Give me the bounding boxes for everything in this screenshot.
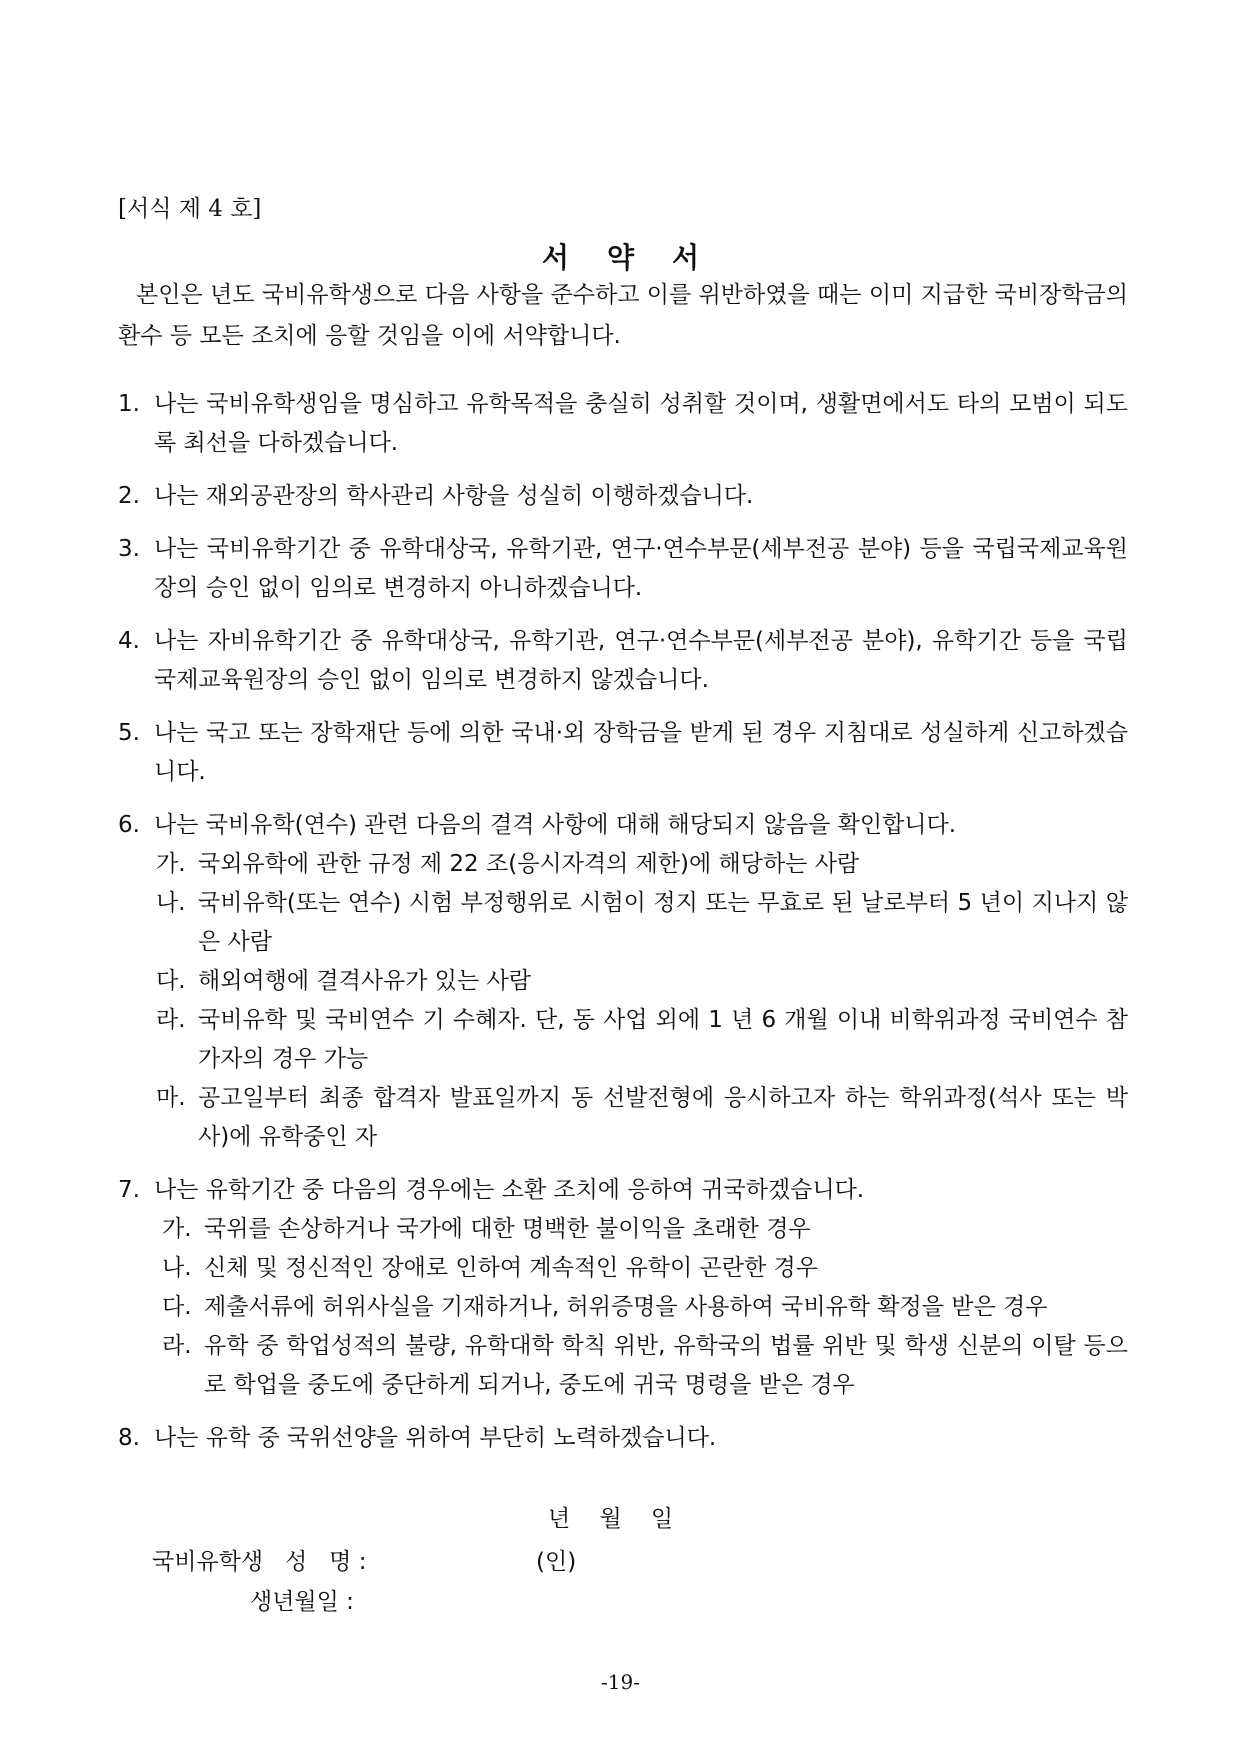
- sub-item-mark: 라.: [156, 1007, 186, 1033]
- item-6-sublist: [156, 845, 1128, 1157]
- sub-item-mark: 나.: [162, 1255, 192, 1281]
- sub-item-text: 해외여행에 결격사유가 있는 사람: [198, 968, 531, 994]
- sub-item: [156, 962, 1128, 1001]
- item-text: 나는 국비유학기간 중 유학대상국, 유학기관, 연구·연수부문(세부전공 분야) 등을 국립국제교육원장의 승인 없이 임의로 변경하지 아니하겠습니다.: [154, 536, 1128, 601]
- sub-item-mark: 라.: [162, 1333, 192, 1359]
- intro-paragraph: 본인은 년도 국비유학생으로 다음 사항을 준수하고 이를 위반하였을 때는 이미 지급한 국비장학금의 환수 등 모든 조치에 응할 것임을 이에 서약합니다.: [118, 282, 1128, 349]
- signature-birth-label: 생년월일 :: [250, 1589, 354, 1615]
- sub-item-text: 국비유학(또는 연수) 시험 부정행위로 시험이 정지 또는 무효로 된 날로부터 5 년이 지나지 않은 사람: [198, 890, 1128, 955]
- sub-item-mark: 가.: [156, 851, 186, 877]
- sub-item: [162, 1288, 1128, 1327]
- sub-item-mark: 다.: [156, 968, 186, 994]
- item-number: 5.: [118, 720, 140, 746]
- item-text: 나는 유학기간 중 다음의 경우에는 소환 조치에 응하여 귀국하겠습니다.: [154, 1177, 865, 1203]
- item-number: 4.: [118, 628, 140, 654]
- pledge-item-5: [118, 714, 1128, 792]
- sub-item-text: 신체 및 정신적인 장애로 인하여 계속적인 유학이 곤란한 경우: [204, 1255, 818, 1281]
- sub-item: [162, 1210, 1128, 1249]
- sub-item-mark: 나.: [156, 890, 186, 916]
- sub-item-text: 국비유학 및 국비연수 기 수혜자. 단, 동 사업 외에 1 년 6 개월 이내 비학위과정 국비연수 참가자의 경우 가능: [198, 1007, 1128, 1072]
- pledge-item-2: [118, 477, 1128, 516]
- sub-item-text: 국위를 손상하거나 국가에 대한 명백한 불이익을 초래한 경우: [204, 1216, 811, 1242]
- item-number: 2.: [118, 483, 140, 509]
- pledge-item-6: [118, 806, 1128, 845]
- item-7-sublist: [162, 1210, 1128, 1405]
- document-title: 서약서: [541, 241, 738, 274]
- sub-item: [162, 1327, 1128, 1405]
- item-text: 나는 자비유학기간 중 유학대상국, 유학기관, 연구·연수부문(세부전공 분야), 유학기간 등을 국립국제교육원장의 승인 없이 임의로 변경하지 않겠습니다.: [154, 628, 1128, 693]
- pledge-item-3: [118, 530, 1128, 608]
- form-number: [서식 제 4 호]: [118, 196, 262, 222]
- sub-item: [162, 1249, 1128, 1288]
- page-number: -19-: [601, 1670, 640, 1694]
- signature-seal: (인): [536, 1549, 577, 1575]
- signature-date: 년 월 일: [548, 1506, 674, 1532]
- sub-item: [156, 845, 1128, 884]
- pledge-item-7: [118, 1171, 1128, 1210]
- item-number: 8.: [118, 1425, 140, 1451]
- signature-name-label: 국비유학생 성 명 :: [152, 1549, 367, 1575]
- item-number: 7.: [118, 1177, 140, 1203]
- pledge-item-8: [118, 1419, 1128, 1458]
- item-text: 나는 국비유학(연수) 관련 다음의 결격 사항에 대해 해당되지 않음을 확인합니다.: [154, 812, 957, 838]
- item-text: 나는 유학 중 국위선양을 위하여 부단히 노력하겠습니다.: [154, 1425, 717, 1451]
- item-number: 6.: [118, 812, 140, 838]
- sub-item: [156, 1079, 1128, 1157]
- sub-item-text: 제출서류에 허위사실을 기재하거나, 허위증명을 사용하여 국비유학 확정을 받은 경우: [204, 1294, 1048, 1320]
- sub-item-text: 공고일부터 최종 합격자 발표일까지 동 선발전형에 응시하고자 하는 학위과정(석사 또는 박사)에 유학중인 자: [198, 1085, 1128, 1150]
- sub-item-mark: 가.: [162, 1216, 192, 1242]
- pledge-item-1: [118, 385, 1128, 463]
- sub-item-mark: 마.: [156, 1085, 186, 1111]
- sub-item-mark: 다.: [162, 1294, 192, 1320]
- sub-item-text: 유학 중 학업성적의 불량, 유학대학 학칙 위반, 유학국의 법률 위반 및 학생 신분의 이탈 등으로 학업을 중도에 중단하게 되거나, 중도에 귀국 명령을 받은 경우: [204, 1333, 1128, 1398]
- sub-item: [156, 1001, 1128, 1079]
- sub-item: [156, 884, 1128, 962]
- item-number: 3.: [118, 536, 140, 562]
- pledge-list: [118, 385, 1128, 1458]
- item-text: 나는 국고 또는 장학재단 등에 의한 국내·외 장학금을 받게 된 경우 지침대로 성실하게 신고하겠습니다.: [154, 720, 1128, 785]
- pledge-item-4: [118, 622, 1128, 700]
- sub-item-text: 국외유학에 관한 규정 제 22 조(응시자격의 제한)에 해당하는 사람: [198, 851, 860, 877]
- item-text: 나는 재외공관장의 학사관리 사항을 성실히 이행하겠습니다.: [154, 483, 754, 509]
- item-number: 1.: [118, 391, 140, 417]
- item-text: 나는 국비유학생임을 명심하고 유학목적을 충실히 성취할 것이며, 생활면에서도 타의 모범이 되도록 최선을 다하겠습니다.: [154, 391, 1128, 456]
